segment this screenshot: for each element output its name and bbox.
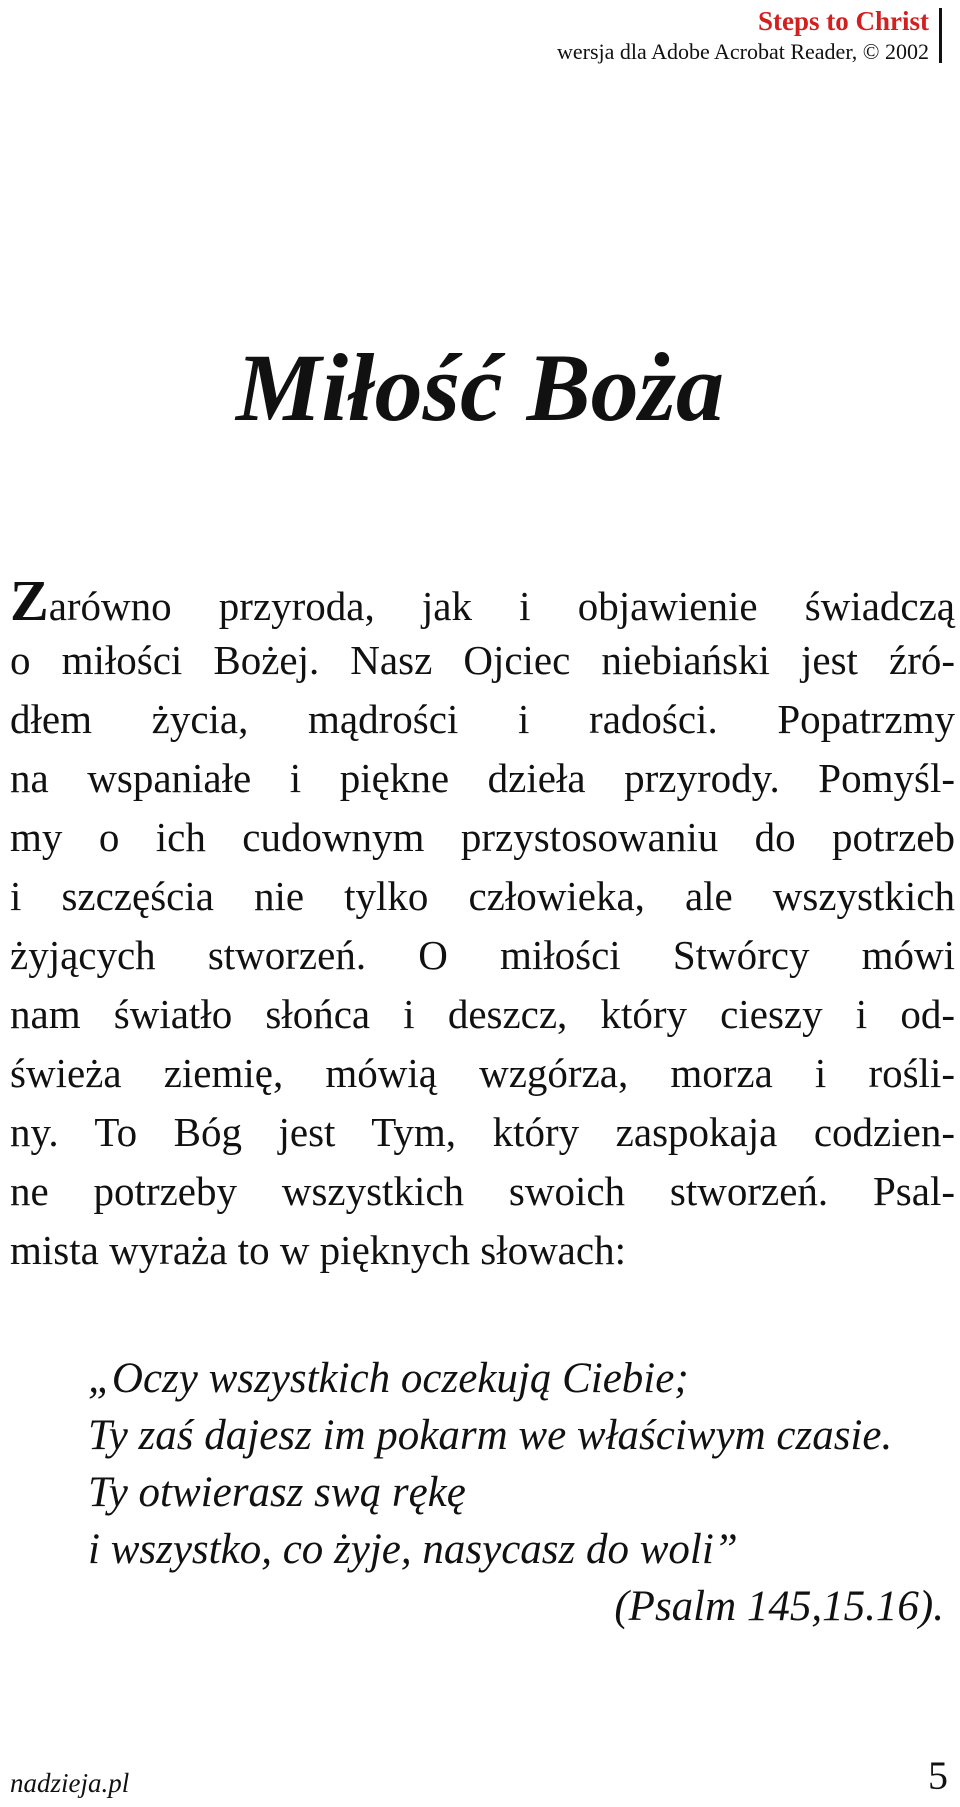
quote-line: Ty zaś dajesz im pokarm we właściwym czasie. <box>88 1412 893 1459</box>
body-line: ne potrzeby wszystkich swoich stworzeń. Psal- <box>10 1168 955 1214</box>
page-header <box>557 8 942 63</box>
body-line: ny. To Bóg jest Tym, który zaspokaja codzien- <box>10 1109 955 1155</box>
body-line: świeża ziemię, mówią wzgórza, morza i rośli- <box>10 1050 955 1096</box>
first-line-text: arówno przyroda, jak i objawienie świadczą <box>48 583 955 629</box>
book-title: Steps to Christ <box>757 6 929 36</box>
quote-citation: (Psalm 145,15.16). <box>614 1583 944 1630</box>
body-line: mista wyraża to w pięknych słowach: <box>10 1227 626 1273</box>
drop-cap: Z <box>10 568 49 633</box>
body-line: my o ich cudownym przystosowaniu do potrzeb <box>10 814 955 860</box>
edition-note: wersja dla Adobe Acrobat Reader, © 2002 <box>556 39 929 64</box>
page-number: 5 <box>928 1753 948 1798</box>
body-line: na wspaniałe i piękne dzieła przyrody. Pomyśl- <box>10 755 955 801</box>
footer-site-link[interactable]: nadzieja.pl <box>10 1768 130 1798</box>
body-line: i szczęścia nie tylko człowieka, ale wszystkich <box>10 873 955 919</box>
quote-line: i wszystko, co żyje, nasycasz do woli” <box>88 1526 738 1573</box>
quote-line: „Oczy wszystkich oczekują Ciebie; <box>88 1355 689 1402</box>
body-line: dłem życia, mądrości i radości. Popatrzmy <box>10 696 955 742</box>
body-paragraph <box>10 568 955 1280</box>
chapter-title: Miłość Boża <box>235 334 725 441</box>
body-line: nam światło słońca i deszcz, który cieszy i od- <box>10 991 955 1037</box>
body-line: żyjących stworzeń. O miłości Stwórcy mówi <box>10 932 955 978</box>
quote-line: Ty otwierasz swą rękę <box>88 1469 466 1516</box>
psalm-quote <box>88 1350 948 1635</box>
body-line: o miłości Bożej. Nasz Ojciec niebiański jest źró- <box>10 637 955 683</box>
body-line <box>10 568 955 633</box>
